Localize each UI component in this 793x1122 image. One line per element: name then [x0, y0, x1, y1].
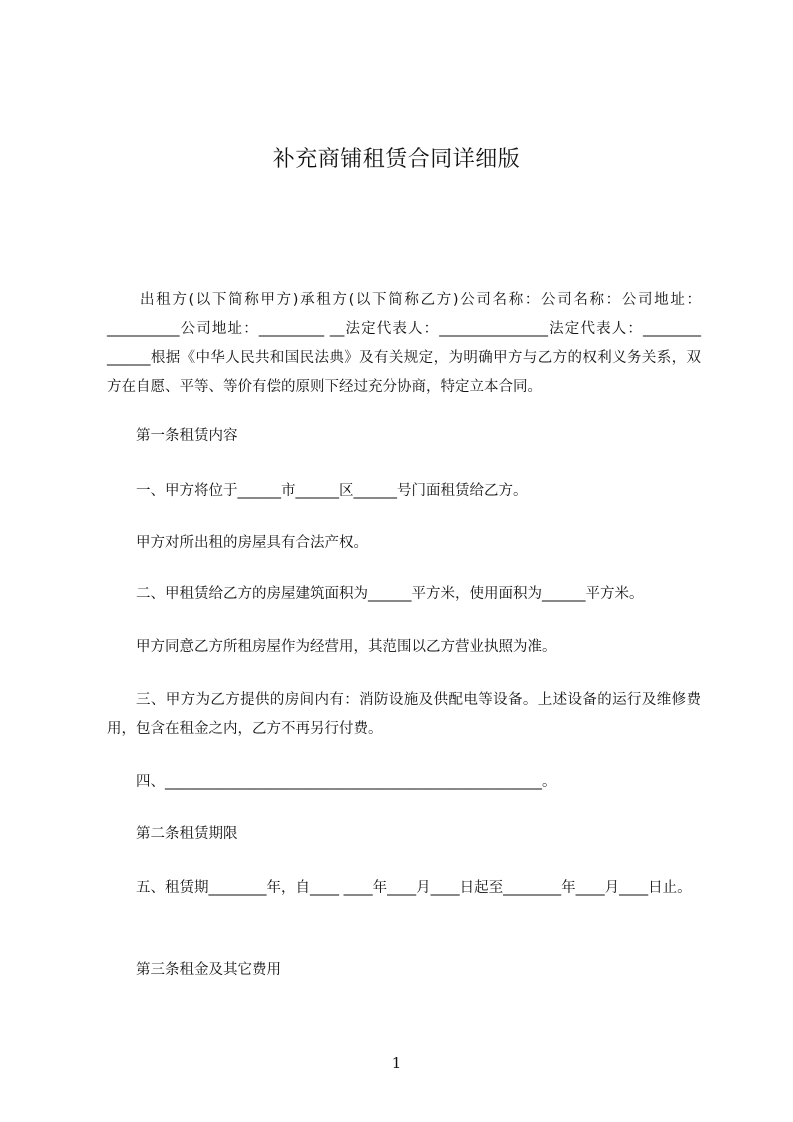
section-heading-3: 第三条租金及其它费用 — [136, 962, 281, 978]
clause-3: 三、甲方为乙方提供的房间内有：消防设施及供配电等设备。上述设备的运行及维修费用，包含在租金之内，乙方不再另行付费。 — [107, 692, 701, 737]
clause-1-note: 甲方对所出租的房屋具有合法产权。 — [136, 535, 368, 551]
section-heading-2: 第二条租赁期限 — [136, 826, 238, 842]
clause-1: 一、甲方将位于______市______区______号门面租赁给乙方。 — [136, 483, 528, 499]
section-heading-1: 第一条租赁内容 — [136, 428, 238, 444]
clause-2-note: 甲方同意乙方所租房屋作为经营用，其范围以乙方营业执照为准。 — [136, 639, 557, 655]
page-number: 1 — [391, 1054, 402, 1072]
clause-2: 二、甲租赁给乙方的房屋建筑面积为______平方米，使用面积为______平方米。 — [136, 586, 644, 602]
document-title: 补充商铺租赁合同详细版 — [272, 147, 521, 172]
intro-paragraph: 出租方(以下简称甲方)承租方(以下简称乙方)公司名称：公司名称：公司地址：__________公司地址：_________ __法定代表人：_______________法定代表人：________ ______根据《中华人民共和国民法典》及有关规定，为明确甲方与乙方的权利义务关系，双方在自愿、平等、等价有偿的原则下经过充分协商，特定立本合同。 — [107, 292, 701, 395]
clause-4: 四、____________________________________________________。 — [136, 774, 557, 790]
clause-5: 五、租赁期________年，自____ ____年____月____日起至________年____月____日止。 — [136, 880, 692, 896]
